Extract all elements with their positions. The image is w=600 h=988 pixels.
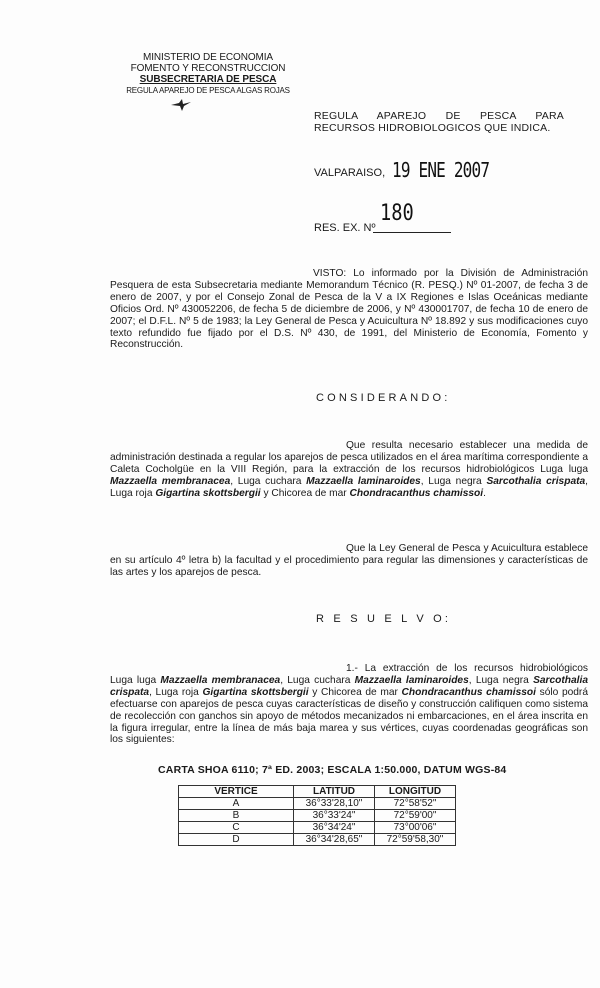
column-header-vertice: VERTICE bbox=[179, 786, 294, 798]
table-header-row bbox=[179, 786, 456, 798]
considerando-paragraph-1: Que resulta necesario establecer una medida de administración destinada a regular los aparejos de pesca utilizados en el área marítima correspondiente a Caleta Cocholgüe en la VIII Región, para la extracción de los recursos hidrobiológicos Luga luga Mazzaella membranacea, Luga cuchara Mazzaella laminaroides, Luga negra Sarcothalia crispata, Luga roja Gigartina skottsbergii y Chicorea de mar Chondracanthus chamissoi. bbox=[110, 440, 589, 499]
resuelvo-paragraph-1: 1.- La extracción de los recursos hidrobiológicos Luga luga Mazzaella membranacea, Luga cuchara Mazzaella laminaroides, Luga negra Sarcothalia crispata, Luga roja Gigartina skottsbergii y Chicorea de mar Chondracanthus chamissoi sólo podrá efectuarse con aparejos de pesca cuyas características de diseño y construcción califiquen como sistema de recolección con ganchos sin apoyo de métodos mecanizados ni embarcaciones, en el área inscrita en la figura irregular, entre la línea de más baja marea y sus vértices, cuyas coordenadas geográficas son los siguientes: bbox=[110, 663, 588, 746]
resolution-number: 180 bbox=[380, 201, 414, 226]
column-header-longitud: LONGITUD bbox=[375, 786, 456, 798]
longitude-cell: 72°59'00" bbox=[375, 810, 456, 822]
resuelvo-heading: R E S U E L V O: bbox=[316, 613, 452, 625]
ministry-line-4: REGULA APAREJO DE PESCA ALGAS ROJAS bbox=[126, 86, 290, 95]
longitude-cell: 72°59'58,30" bbox=[375, 834, 456, 846]
visto-paragraph bbox=[110, 268, 588, 351]
longitude-cell: 72°58'52" bbox=[375, 798, 456, 810]
considerando-heading: CONSIDERANDO: bbox=[316, 392, 451, 404]
column-header-latitud: LATITUD bbox=[294, 786, 375, 798]
subject-line-1: REGULA APAREJO DE PESCA PARA bbox=[314, 110, 564, 122]
latitude-cell: 36°33'24" bbox=[294, 810, 375, 822]
species-name: Mazzaella laminaroides bbox=[306, 475, 421, 487]
coordinates-table bbox=[178, 785, 456, 846]
vertex-cell: A bbox=[179, 798, 294, 810]
date-stamp: 19 ENE 2007 bbox=[392, 158, 490, 182]
visto-label: VISTO: bbox=[313, 268, 347, 279]
table-row bbox=[179, 798, 456, 810]
species-name: Chondracanthus chamissoi bbox=[401, 686, 536, 698]
species-name: Chondracanthus chamissoi bbox=[349, 487, 484, 499]
species-name: Gigartina skottsbergii bbox=[202, 686, 309, 698]
clause-number: 1.- bbox=[346, 663, 358, 674]
vertex-cell: D bbox=[179, 834, 294, 846]
table-row bbox=[179, 834, 456, 846]
resolution-label: RES. EX. Nº bbox=[314, 222, 376, 234]
ministry-line-3: SUBSECRETARIA DE PESCA bbox=[139, 74, 277, 85]
visto-text: Lo informado por la División de Administración Pesquera de esta Subsecretaria mediante Memorandum Técnico (R. PESQ.) Nº 01-2007, de fecha 3 de enero de 2007, y por el Consejo Zonal de Pesca de la V a IX Regiones e Islas Oceánicas mediante Oficios Ord. Nº 430052206, de fecha 5 de diciembre de 2006, y Nº 430001707, de fecha 10 de enero de 2007; el D.F.L. Nº 5 de 1983; la Ley General de Pesca y Acuicultura Nº 18.892 y sus modificaciones cuyo texto refundido fue fijado por el D.S. Nº 430, de 1991, del Ministerio de Economía, Fomento y Reconstrucción. bbox=[110, 268, 588, 351]
table-row bbox=[179, 810, 456, 822]
pelican-stamp-icon bbox=[170, 98, 192, 112]
subject-line-2: RECURSOS HIDROBIOLOGICOS QUE INDICA. bbox=[314, 122, 551, 134]
latitude-cell: 36°33'28,10" bbox=[294, 798, 375, 810]
table-row bbox=[179, 822, 456, 834]
vertex-cell: B bbox=[179, 810, 294, 822]
species-name: Mazzaella laminaroides bbox=[354, 674, 469, 686]
species-name: Sarcothalia crispata bbox=[486, 475, 586, 487]
resolution-number-underline bbox=[373, 232, 451, 233]
longitude-cell: 73°00'06" bbox=[375, 822, 456, 834]
place-label: VALPARAISO, bbox=[314, 167, 386, 179]
vertex-cell: C bbox=[179, 822, 294, 834]
latitude-cell: 36°34'24" bbox=[294, 822, 375, 834]
species-name: Sarcothalia crispata bbox=[110, 674, 588, 698]
ministry-header bbox=[108, 52, 308, 96]
species-name: Mazzaella membranacea bbox=[160, 674, 281, 686]
species-name: Gigartina skottsbergii bbox=[155, 487, 261, 499]
resolution-subject bbox=[314, 110, 564, 134]
ministry-line-1: MINISTERIO DE ECONOMIA bbox=[142, 52, 274, 63]
considerando-paragraph-2: Que la Ley General de Pesca y Acuicultura establece en su artículo 4º letra b) la facultad y el procedimiento para regular las dimensiones y características de las artes y los aparejos de pesca. bbox=[110, 543, 588, 578]
species-name: Mazzaella membranacea bbox=[110, 475, 231, 487]
ministry-line-2: FOMENTO Y RECONSTRUCCION bbox=[130, 63, 286, 74]
latitude-cell: 36°34'28,65" bbox=[294, 834, 375, 846]
chart-reference: CARTA SHOA 6110; 7ª ED. 2003; ESCALA 1:50.000, DATUM WGS-84 bbox=[158, 764, 507, 776]
